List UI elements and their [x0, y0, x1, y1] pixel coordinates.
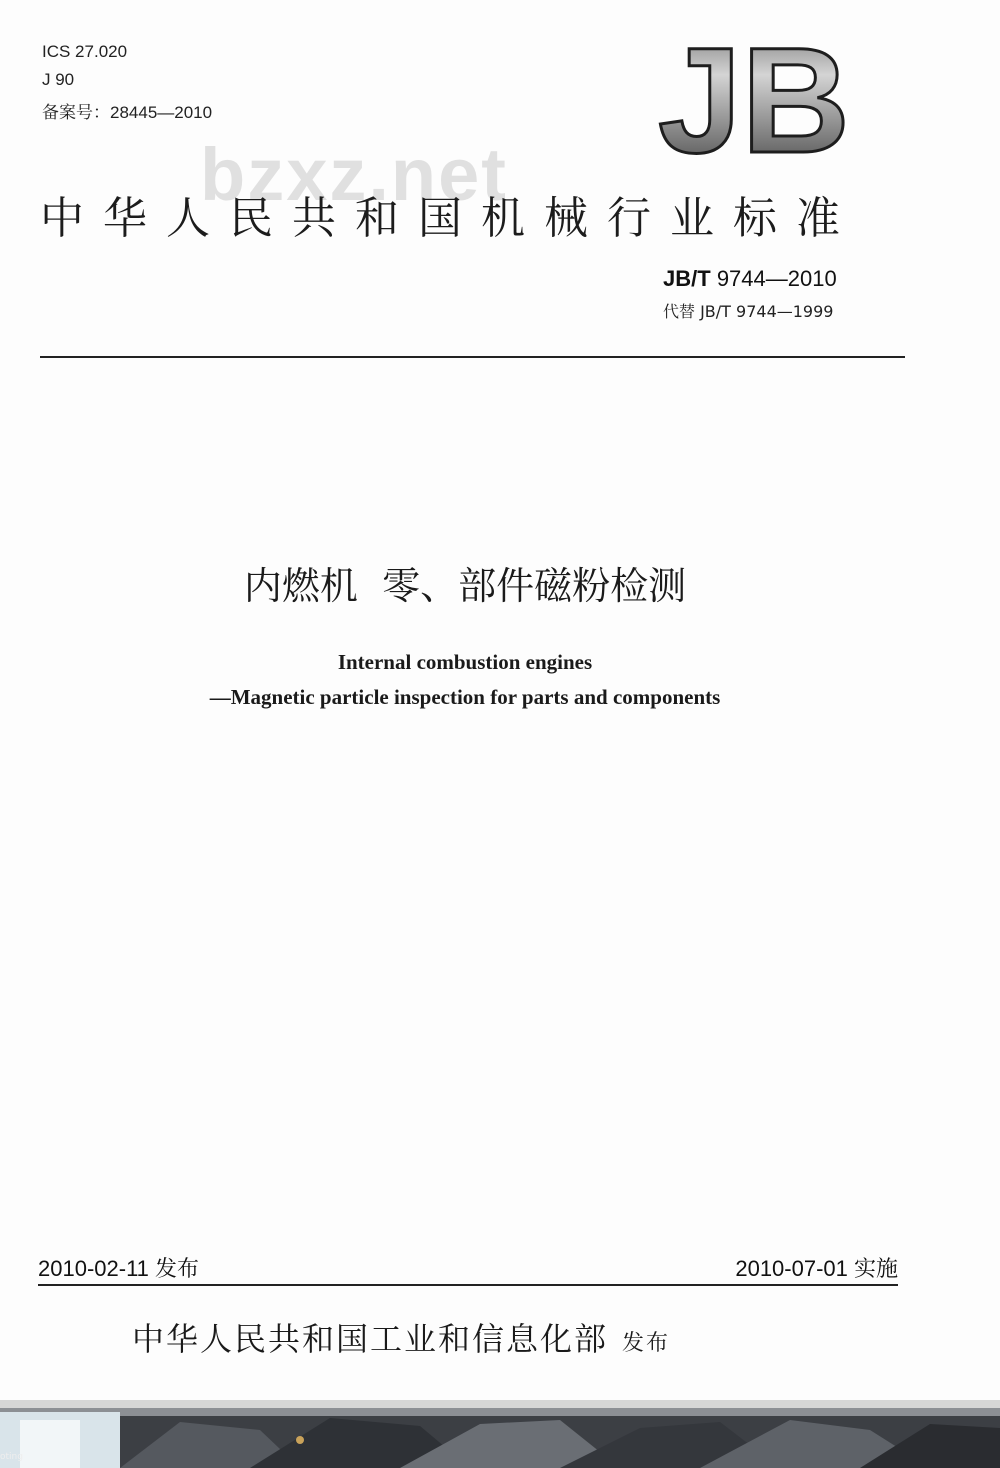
ccs-code: J 90 [42, 70, 75, 89]
strip-caption: oting [0, 1452, 23, 1462]
replaces-standard: 代替 JB/T 9744—1999 [663, 302, 834, 321]
watermark: bzxz.net [200, 133, 508, 216]
background-photo-strip [0, 1400, 1000, 1468]
standard-number: JB/T 9744—2010 [663, 266, 837, 291]
record-number: 备案号：28445—2010 [42, 103, 213, 122]
industry-standard-title: 中华人民共和国机械行业标准 [40, 193, 859, 244]
document-title-chinese: 内燃机 零、部件磁粉检测 [243, 564, 687, 608]
effective-date: 2010-07-01 实施 [735, 1256, 898, 1281]
top-divider [40, 356, 905, 358]
document-title-english-line2: —Magnetic particle inspection for parts and components [209, 685, 721, 709]
issue-date: 2010-02-11 发布 [38, 1256, 200, 1281]
jb-logo [652, 30, 857, 162]
document-title-english-line1: Internal combustion engines [337, 650, 593, 674]
jb-logo-text: JB [658, 30, 850, 162]
bottom-divider [38, 1284, 898, 1286]
publisher: 中华人民共和国工业和信息化部 发布 [132, 1320, 671, 1358]
ics-code: ICS 27.020 [42, 42, 128, 61]
